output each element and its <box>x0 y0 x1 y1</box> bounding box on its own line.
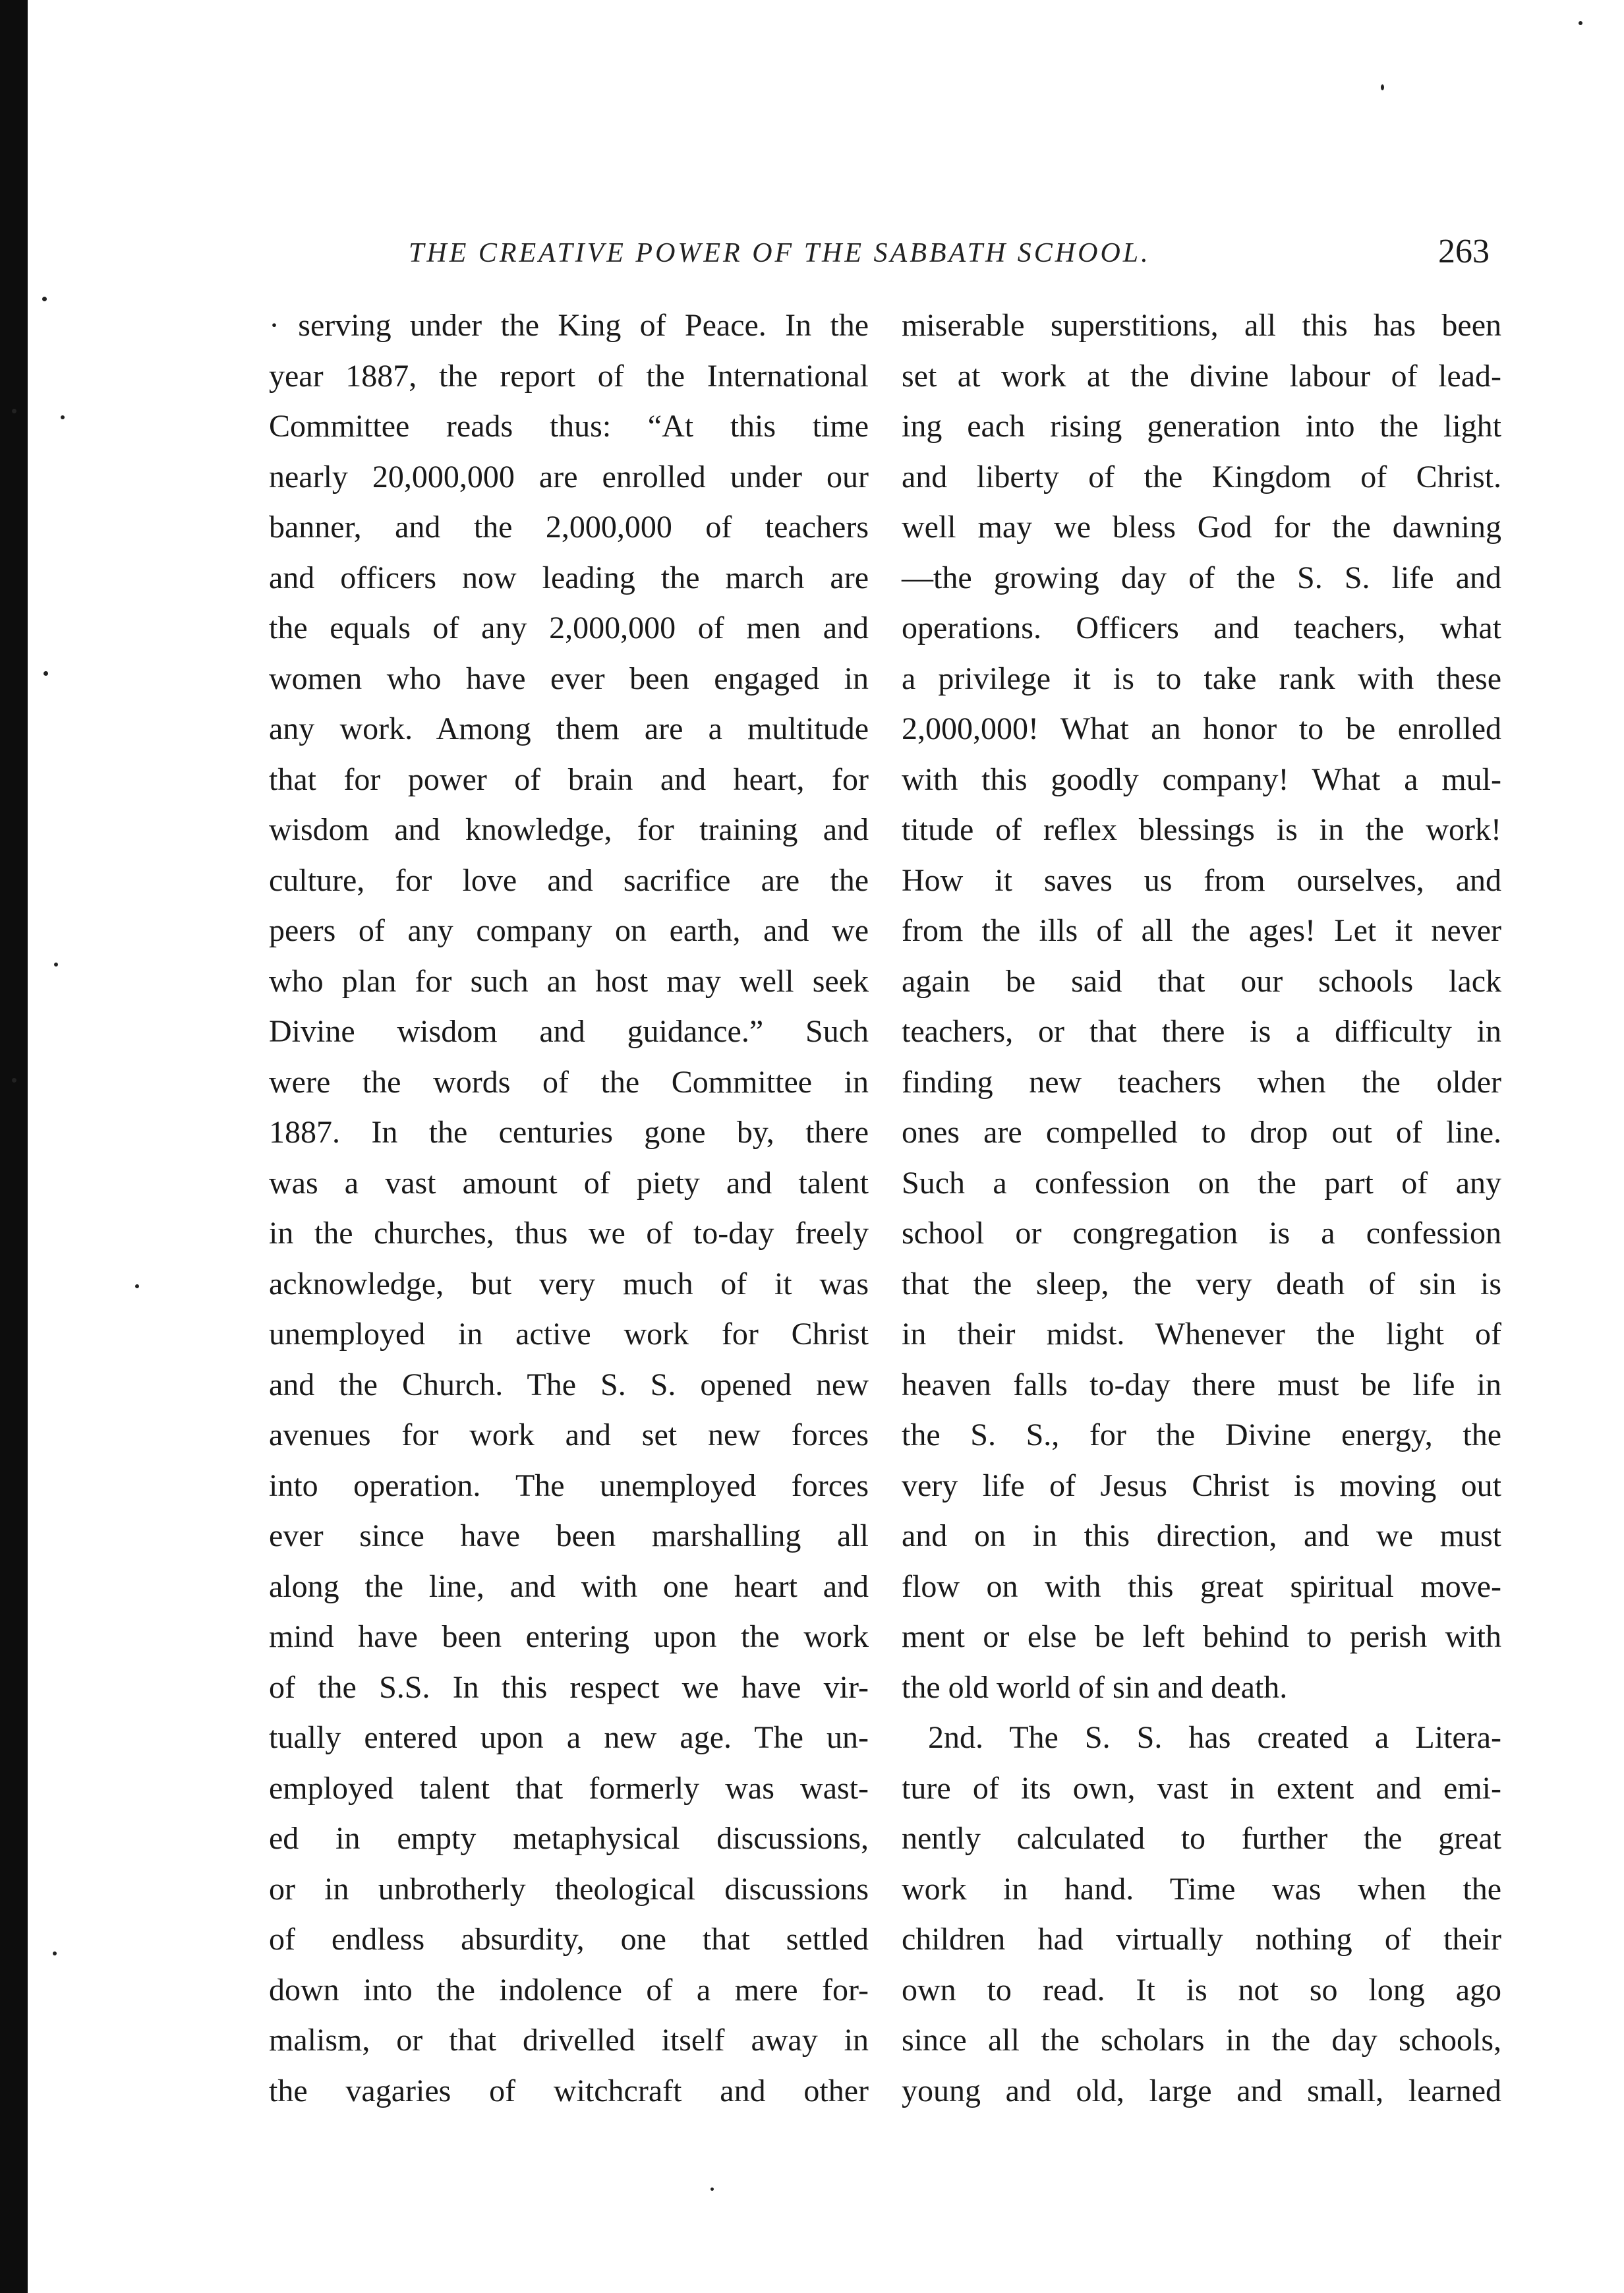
text-line: nently calculated to further the great <box>902 1821 1501 1856</box>
text-line: · serving under the King of Peace. In the <box>269 308 869 343</box>
text-line: titude of reflex blessings is in the work! <box>902 812 1501 847</box>
text-line: finding new teachers when the older <box>902 1064 1501 1100</box>
text-line: and officers now leading the march are <box>269 560 869 595</box>
text-line: children had virtually nothing of their <box>902 1922 1501 1957</box>
text-line: and on in this direction, and we must <box>902 1518 1501 1553</box>
text-line: acknowledge, but very much of it was <box>269 1266 869 1301</box>
text-line: any work. Among them are a multitude <box>269 711 869 746</box>
text-line: miserable superstitions, all this has been <box>902 308 1501 343</box>
text-line: the S. S., for the Divine energy, the <box>902 1417 1501 1452</box>
text-line: flow on with this great spiritual move- <box>902 1568 1501 1604</box>
text-line: malism, or that drivelled itself away in <box>269 2023 869 2058</box>
text-line: teachers, or that there is a difficulty in <box>902 1014 1501 1049</box>
text-line: operations. Officers and teachers, what <box>902 610 1501 645</box>
text-line: 2,000,000! What an honor to be enrolled <box>902 711 1501 746</box>
text-line: banner, and the 2,000,000 of teachers <box>269 510 869 545</box>
text-line: in their midst. Whenever the light of <box>902 1317 1501 1352</box>
page-number: 263 <box>1438 233 1490 270</box>
text-line: work in hand. Time was when the <box>902 1871 1501 1907</box>
text-line: nearly 20,000,000 are enrolled under our <box>269 459 869 494</box>
text-line: well may we bless God for the dawning <box>902 510 1501 545</box>
text-line: in the churches, thus we of to-day freely <box>269 1216 869 1251</box>
text-line: ed in empty metaphysical discussions, <box>269 1821 869 1856</box>
text-line: the vagaries of witchcraft and other <box>269 2073 869 2108</box>
text-line: the equals of any 2,000,000 of men and <box>269 610 869 645</box>
text-line: that for power of brain and heart, for <box>269 761 869 797</box>
text-line: tually entered upon a new age. The un- <box>269 1720 869 1755</box>
text-line: Such a confession on the part of any <box>902 1165 1501 1201</box>
running-title: THE CREATIVE POWER OF THE SABBATH SCHOOL. <box>409 238 1151 268</box>
text-line: —the growing day of the S. S. life and <box>902 560 1501 595</box>
text-line: set at work at the divine labour of lead- <box>902 358 1501 394</box>
text-line: unemployed in active work for Christ <box>269 1317 869 1352</box>
text-line: employed talent that formerly was wast- <box>269 1770 869 1806</box>
text-line: very life of Jesus Christ is moving out <box>902 1468 1501 1503</box>
text-line: were the words of the Committee in <box>269 1064 869 1100</box>
text-line: and liberty of the Kingdom of Christ. <box>902 459 1501 494</box>
text-line: or in unbrotherly theological discussions <box>269 1871 869 1907</box>
text-line: Committee reads thus: “At this time <box>269 409 869 444</box>
text-line: of the S.S. In this respect we have vir- <box>269 1669 869 1705</box>
text-line: again be said that our schools lack <box>902 963 1501 999</box>
text-line: who plan for such an host may well seek <box>269 963 869 999</box>
text-line: the old world of sin and death. <box>902 1669 1288 1705</box>
text-line: ones are compelled to drop out of line. <box>902 1115 1501 1150</box>
text-line: ing each rising generation into the light <box>902 409 1501 444</box>
text-line: of endless absurdity, one that settled <box>269 1922 869 1957</box>
text-line: 1887. In the centuries gone by, there <box>269 1115 869 1150</box>
text-line: 2nd. The S. S. has created a Litera- <box>928 1720 1501 1755</box>
left-text-column <box>269 301 869 2147</box>
text-line: women who have ever been engaged in <box>269 661 869 696</box>
text-line: ment or else be left behind to perish with <box>902 1619 1501 1654</box>
text-line: culture, for love and sacrifice are the <box>269 862 869 898</box>
text-line: that the sleep, the very death of sin is <box>902 1266 1501 1301</box>
text-line: wisdom and knowledge, for training and <box>269 812 869 847</box>
text-line: own to read. It is not so long ago <box>902 1972 1501 2008</box>
text-line: How it saves us from ourselves, and <box>902 862 1501 898</box>
text-line: from the ills of all the ages! Let it never <box>902 913 1501 948</box>
text-line: ever since have been marshalling all <box>269 1518 869 1553</box>
text-line: with this goodly company! What a mul- <box>902 761 1501 797</box>
text-line: into operation. The unemployed forces <box>269 1468 869 1503</box>
text-line: heaven falls to-day there must be life in <box>902 1367 1501 1402</box>
text-line: mind have been entering upon the work <box>269 1619 869 1654</box>
text-line: along the line, and with one heart and <box>269 1568 869 1604</box>
right-text-column <box>902 301 1501 2147</box>
text-line: was a vast amount of piety and talent <box>269 1165 869 1201</box>
text-line: and the Church. The S. S. opened new <box>269 1367 869 1402</box>
text-line: young and old, large and small, learned <box>902 2073 1501 2108</box>
text-line: down into the indolence of a mere for- <box>269 1972 869 2008</box>
text-line: school or congregation is a confession <box>902 1216 1501 1251</box>
text-line: ture of its own, vast in extent and emi- <box>902 1770 1501 1806</box>
text-line: a privilege it is to take rank with these <box>902 661 1501 696</box>
text-line: avenues for work and set new forces <box>269 1417 869 1452</box>
text-line: peers of any company on earth, and we <box>269 913 869 948</box>
text-line: year 1887, the report of the International <box>269 358 869 394</box>
text-line: since all the scholars in the day schools, <box>902 2023 1501 2058</box>
text-line: Divine wisdom and guidance.” Such <box>269 1014 869 1049</box>
page-binding-edge <box>0 0 28 2293</box>
page-header <box>409 232 1490 285</box>
